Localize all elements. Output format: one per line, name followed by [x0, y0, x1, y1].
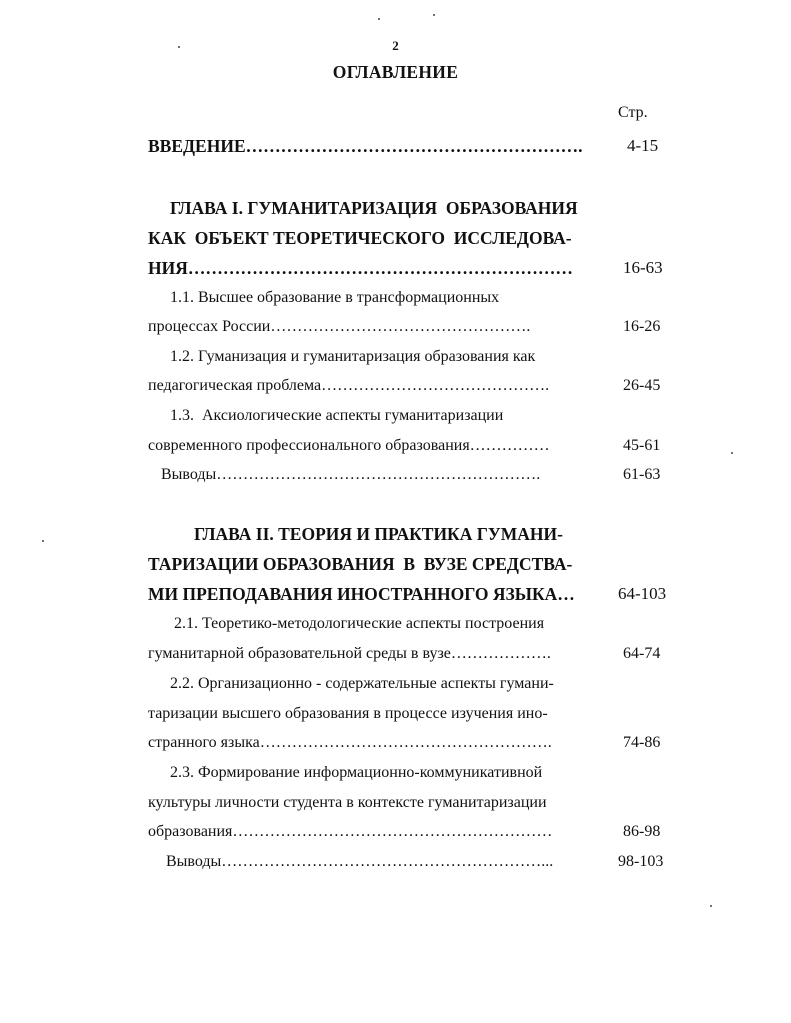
section-1-3-line1: 1.3. Аксиологические аспекты гуманитаризации — [170, 407, 504, 424]
section-2-2-line2: таризации высшего образования в процессе изучения ино- — [148, 705, 548, 722]
scan-speck — [433, 14, 435, 16]
section-1-1-line2: процессах России…………………………………………. — [148, 318, 531, 335]
section-1-2-line2: педагогическая проблема……………………………………. — [148, 377, 550, 394]
section-2-2-pages: 74-86 — [623, 734, 661, 751]
chapter1-title-line1: ГЛАВА I. ГУМАНИТАРИЗАЦИЯ ОБРАЗОВАНИЯ — [170, 198, 578, 218]
section-2-3-line2: культуры личности студента в контексте гуманитаризации — [148, 794, 547, 811]
chapter2-title-line1: ГЛАВА II. ТЕОРИЯ И ПРАКТИКА ГУМАНИ- — [194, 524, 563, 544]
chapter1-pages: 16-63 — [623, 258, 663, 277]
scan-speck — [42, 540, 44, 542]
pages-column-label: Стр. — [618, 104, 648, 121]
section-1-1-line1: 1.1. Высшее образование в трансформационных — [170, 289, 500, 306]
chapter1-conclusions-pages: 61-63 — [623, 466, 661, 483]
section-2-1-line2: гуманитарной образовательной среды в вузе………………. — [148, 645, 551, 662]
chapter2-title-line3: МИ ПРЕПОДАВАНИЯ ИНОСТРАННОГО ЯЗЫКА… — [148, 584, 575, 604]
section-2-2-line3: странного языка………………………………………………. — [148, 734, 552, 751]
page-title: ОГЛАВЛЕНИЕ — [332, 62, 459, 82]
scan-speck — [378, 18, 380, 20]
section-1-2-pages: 26-45 — [623, 377, 661, 394]
section-1-3-line2: современного профессионального образования…………… — [148, 437, 550, 454]
chapter1-title-line2: КАК ОБЪЕКТ ТЕОРЕТИЧЕСКОГО ИССЛЕДОВА- — [148, 228, 572, 248]
chapter2-conclusions: Выводы……………………………………………………... — [166, 853, 554, 870]
section-1-2-line1: 1.2. Гуманизация и гуманитаризация образования как — [170, 348, 536, 365]
page-number: 2 — [392, 38, 399, 53]
chapter2-conclusions-pages: 98-103 — [618, 853, 664, 870]
section-1-3-pages: 45-61 — [623, 437, 661, 454]
section-1-1-pages: 16-26 — [623, 318, 661, 335]
section-2-1-pages: 64-74 — [623, 645, 661, 662]
chapter1-conclusions: Выводы……………………………………………………. — [161, 466, 541, 483]
section-2-2-line1: 2.2. Организационно - содержательные аспекты гумани- — [170, 675, 554, 692]
intro-pages: 4-15 — [627, 136, 659, 155]
section-2-3-line1: 2.3. Формирование информационно-коммуникативной — [170, 764, 543, 781]
scan-speck — [731, 452, 733, 454]
scan-speck — [710, 905, 712, 907]
section-2-3-pages: 86-98 — [623, 823, 661, 840]
intro-entry: ВВЕДЕНИЕ…………………………………………………. — [148, 136, 583, 156]
chapter1-title-line3: НИЯ………………………………………………………… — [148, 258, 573, 278]
chapter2-pages: 64-103 — [618, 584, 667, 603]
chapter2-title-line2: ТАРИЗАЦИИ ОБРАЗОВАНИЯ В ВУЗЕ СРЕДСТВА- — [148, 554, 573, 574]
section-2-1-line1: 2.1. Теоретико-методологические аспекты построения — [174, 615, 545, 632]
section-2-3-line3: образования…………………………………………………… — [148, 823, 553, 840]
